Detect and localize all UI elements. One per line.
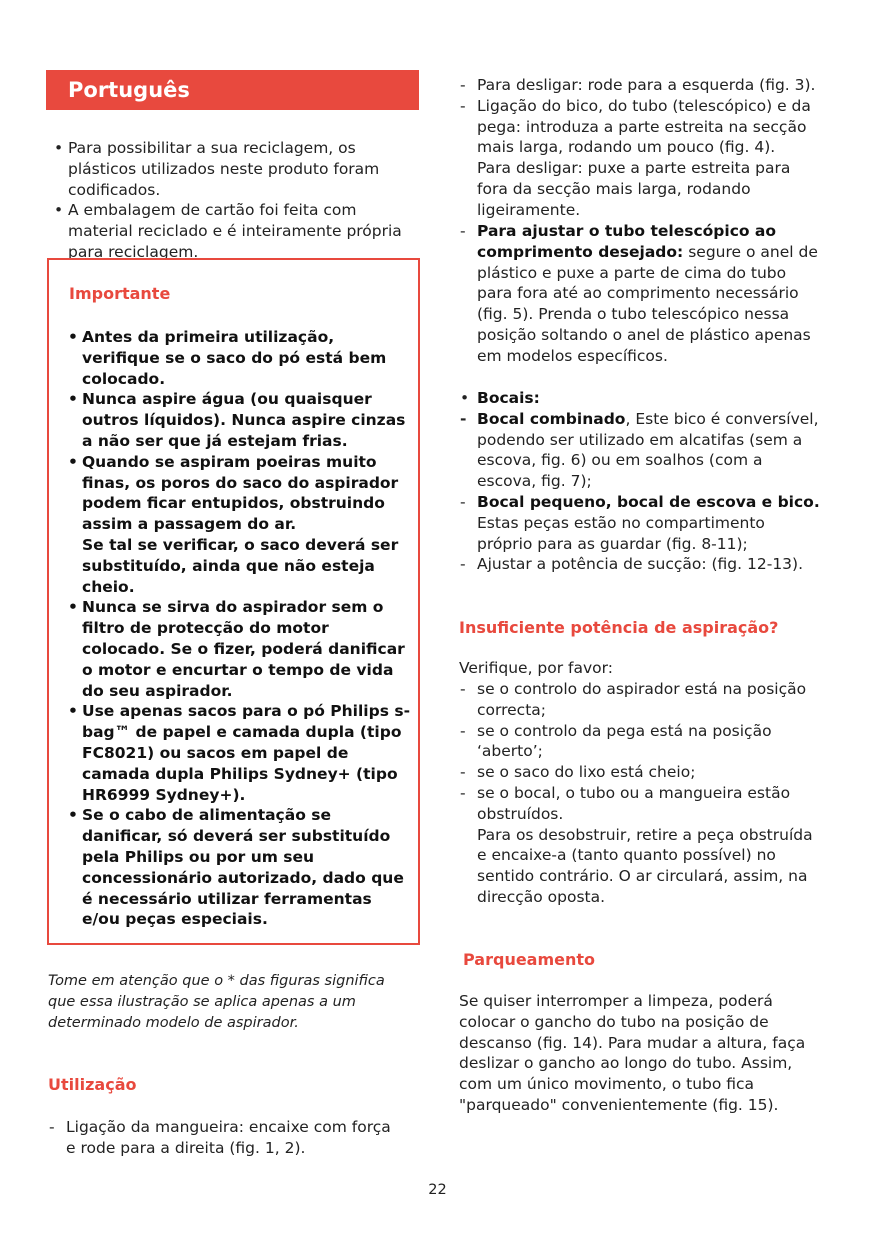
connection-list (459, 75, 821, 221)
item-text: Ligação do bico, do tubo (telescópico) e da pega: introduza a parte estreita na secção mais larga, rodando um pouco (fig. 4). (477, 96, 811, 157)
nozzles-list (459, 388, 824, 575)
item-text: se o bocal, o tubo ou a mangueira estão obstruídos. (477, 783, 791, 823)
list-item: • Se o cabo de alimentação se danificar, só deverá ser substituído pela Philips ou por um seu concessionário autorizado, dado que é necessário utilizar ferramentas e/ou peças especiais. (67, 805, 412, 930)
list-item: - se o controlo do aspirador está na posição correcta; (459, 679, 824, 721)
list-item (459, 96, 821, 221)
insufficient-list (459, 679, 824, 908)
list-item (459, 388, 824, 409)
item-continuation: Para os desobstruir, retire a peça obstruída e encaixe-a (tanto quanto possível) no sentido contrário. O ar circulará, assim, na direcção oposta. (477, 825, 813, 906)
list-item (459, 221, 821, 367)
list-item: • Nunca aspire água (ou quaisquer outros líquidos). Nunca aspire cinzas a não ser que já estejam frias. (67, 389, 412, 451)
item-continuation: Para desligar: puxe a parte estreita para fora da secção mais larga, rodando ligeiramente. (477, 159, 791, 219)
list-item: • Para possibilitar a sua reciclagem, os plásticos utilizados neste produto foram codificados. (48, 138, 420, 200)
list-item: • A embalagem de cartão foi feita com material reciclado e é inteiramente própria para reciclagem. (48, 200, 420, 262)
important-box (47, 258, 420, 945)
list-item (459, 492, 824, 554)
list-item: • Antes da primeira utilização, verifique se o saco do pó está bem colocado. (67, 327, 412, 389)
intro-bullets (48, 138, 420, 263)
list-item: • Nunca se sirva do aspirador sem o filtro de protecção do motor colocado. Se o fizer, poderá danificar o motor e encurtar o tempo de vida do seu aspirador. (67, 597, 412, 701)
item-continuation: Se tal se verificar, o saco deverá ser substituído, ainda que não esteja cheio. (82, 535, 399, 596)
combined-nozzle-text: , Este bico é conversível, podendo ser utilizado em alcatifas (sem a escova, fig. 6) ou em soalhos (com a escova, fig. 7); (477, 409, 819, 491)
list-item (459, 783, 824, 908)
list-item: - Para desligar: rode para a esquerda (fig. 3). (459, 75, 821, 96)
telescopic-label: Para ajustar o tubo telescópico ao comprimento desejado: (477, 222, 777, 261)
page-number: 22 (428, 1182, 447, 1198)
usage-list (48, 1117, 393, 1159)
combined-nozzle-label: Bocal combinado (477, 409, 626, 428)
nozzles-label: Bocais: (477, 389, 540, 407)
important-title: Importante (69, 284, 171, 303)
small-nozzle-label: Bocal pequeno, bocal de escova e bico. (477, 492, 820, 511)
telescopic-text: segure o anel de plástico e puxe a parte de cima do tubo para fora até ao comprimento necessário (fig. 5). Prenda o tubo telescópico nessa posição soltando o anel de plástico apenas em modelos específicos. (477, 242, 818, 365)
list-item: - se o saco do lixo está cheio; (459, 762, 824, 783)
list-item: - se o controlo da pega está na posição ‘aberto’; (459, 721, 824, 763)
parking-title: Parqueamento (463, 950, 596, 969)
telescopic-tube (459, 221, 821, 367)
language-header: Português (46, 70, 419, 110)
list-item: • Use apenas sacos para o pó Philips s-bag™ de papel e camada dupla (tipo FC8021) ou sacos em papel de camada dupla Philips Sydney+ (tipo HR6999 Sydney+). (67, 701, 412, 805)
list-item: - Ajustar a potência de sucção: (fig. 12-13). (459, 554, 824, 575)
parking-text: Se quiser interromper a limpeza, poderá colocar o gancho do tubo na posição de descanso (fig. 14). Para mudar a altura, faça deslizar o gancho ao longo do tubo. Assim, com um único movimento, o tubo fica "parqueado" convenientemente (fig. 15). (459, 992, 806, 1114)
usage-title: Utilização (48, 1075, 137, 1094)
item-text: Quando se aspiram poeiras muito finas, os poros do saco do aspirador podem ficar entupidos, obstruindo assim a passagem do ar. (82, 452, 399, 534)
insufficient-intro: Verifique, por favor: (459, 659, 613, 677)
list-item: - Ligação da mangueira: encaixe com força e rode para a direita (fig. 1, 2). (48, 1117, 393, 1159)
insufficient-title: Insuficiente potência de aspiração? (459, 618, 779, 637)
figure-note: Tome em atenção que o * das figuras significa que essa ilustração se aplica apenas a um determinado modelo de aspirador. (48, 973, 385, 1031)
important-list (67, 327, 412, 930)
list-item (459, 409, 824, 492)
list-item (67, 452, 412, 598)
small-nozzle-text: Estas peças estão no compartimento próprio para as guardar (fig. 8-11); (477, 513, 765, 553)
